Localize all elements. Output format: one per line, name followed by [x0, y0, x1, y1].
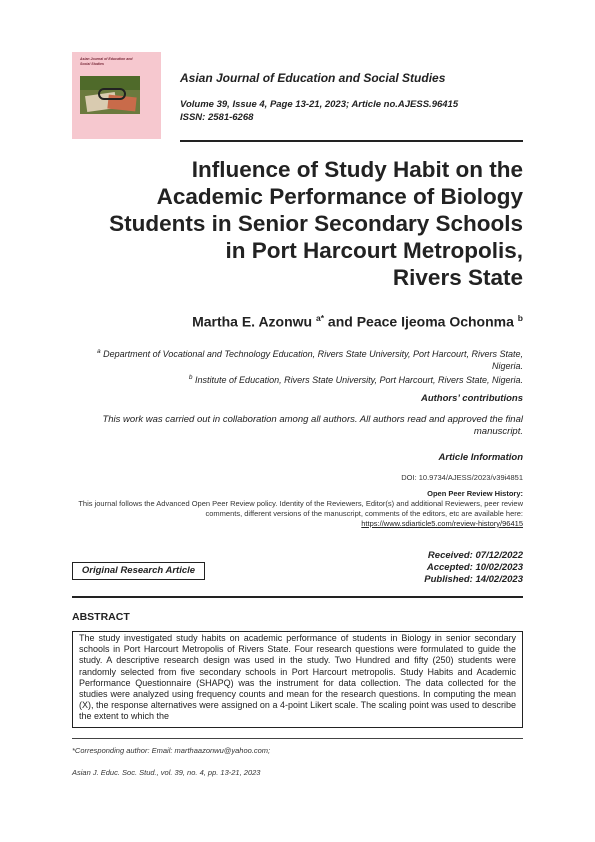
header-rule: [180, 140, 523, 142]
affil-b-mark: b: [188, 374, 193, 381]
peer-review-text: [53, 499, 523, 529]
footnote-rule: [72, 738, 523, 739]
journal-name: Asian Journal of Education and Social Studies: [180, 71, 446, 85]
affil-a-text: Department of Vocational and Technology Education, Rivers State University, Port Harcourt, Rivers State, Nigeria.: [100, 349, 523, 371]
contributions-heading: Authors’ contributions: [420, 393, 523, 404]
cover-photo: [80, 76, 140, 114]
article-dates: [424, 550, 523, 586]
received-date: Received: 07/12/2022: [427, 550, 523, 561]
accepted-date: Accepted: 10/02/2023: [426, 562, 523, 573]
peer-review-link[interactable]: https://www.sdiarticle5.com/review-history/96415: [361, 519, 523, 528]
journal-volume: Volume 39, Issue 4, Page 13-21, 2023; Article no.AJESS.96415: [180, 99, 459, 110]
affil-a-mark: a: [97, 348, 101, 355]
published-date: Published: 14/02/2023: [424, 574, 523, 585]
author-1-affil-mark: a*: [316, 313, 325, 323]
peer-review-body: This journal follows the Advanced Open Peer Review policy. Identity of the Reviewers, Editor(s) and additional Reviewers, peer review comments, different versions of the manuscript, comments of the editors, etc are available here:: [78, 499, 523, 518]
abstract-text: The study investigated study habits on academic performance of students in Biology in senior secondary schools in Port Harcourt Metropolis of Rivers State. Four research questions were formulated to guide the study. A descriptive research design was used in the study. Two Hundred and fifty (250) students were randomly selected from five secondary schools in Port Harcourt metropolis. Study Habits and Academic Performance Questionnaire (SHAPQ) was the instrument for data collection. The data collected for the studies were analyzed using frequency counts and mean for the research questions. In computing the mean (X), the response alternatives were assigned on a 4-point Likert scale. The scaling point was used to describe the extent to which the: [79, 633, 516, 722]
author-1: Martha E. Azonwu: [192, 313, 316, 330]
corresponding-author: *Corresponding author: Email: marthaazonwu@yahoo.com;: [72, 746, 271, 755]
affil-b-text: Institute of Education, Rivers State University, Port Harcourt, Rivers State, Nigeria.: [192, 375, 523, 385]
doi: DOI: 10.9734/AJESS/2023/v39i4851: [401, 473, 523, 482]
author-line: [192, 313, 523, 330]
peer-review-heading: Open Peer Review History:: [427, 489, 523, 498]
abstract-box: [72, 631, 523, 728]
contributions-text: This work was carried out in collaboration among all authors. All authors read and approved the final manuscript.: [102, 414, 523, 437]
journal-issn: ISSN: 2581-6268: [180, 112, 254, 123]
section-rule: [72, 596, 523, 598]
author-2-affil-mark: b: [517, 313, 523, 323]
affiliations: [93, 346, 523, 387]
article-info-heading: Article Information: [438, 452, 523, 463]
affiliation-a: [93, 346, 523, 372]
cover-title: Asian Journal of Education and Social Studies: [80, 57, 133, 66]
citation: Asian J. Educ. Soc. Stud., vol. 39, no. 4, pp. 13-21, 2023: [72, 768, 261, 777]
author-join: and Peace Ijeoma Ochonma: [324, 313, 518, 330]
abstract-heading: ABSTRACT: [72, 611, 130, 623]
article-title: Influence of Study Habit on the Academic Performance of Biology Students in Senior Secondary Schools in Port Harcourt Metropolis, Rivers State: [109, 157, 523, 290]
article-type-badge: Original Research Article: [72, 562, 205, 580]
journal-cover-image: [72, 52, 161, 139]
affiliation-b: [93, 372, 523, 387]
